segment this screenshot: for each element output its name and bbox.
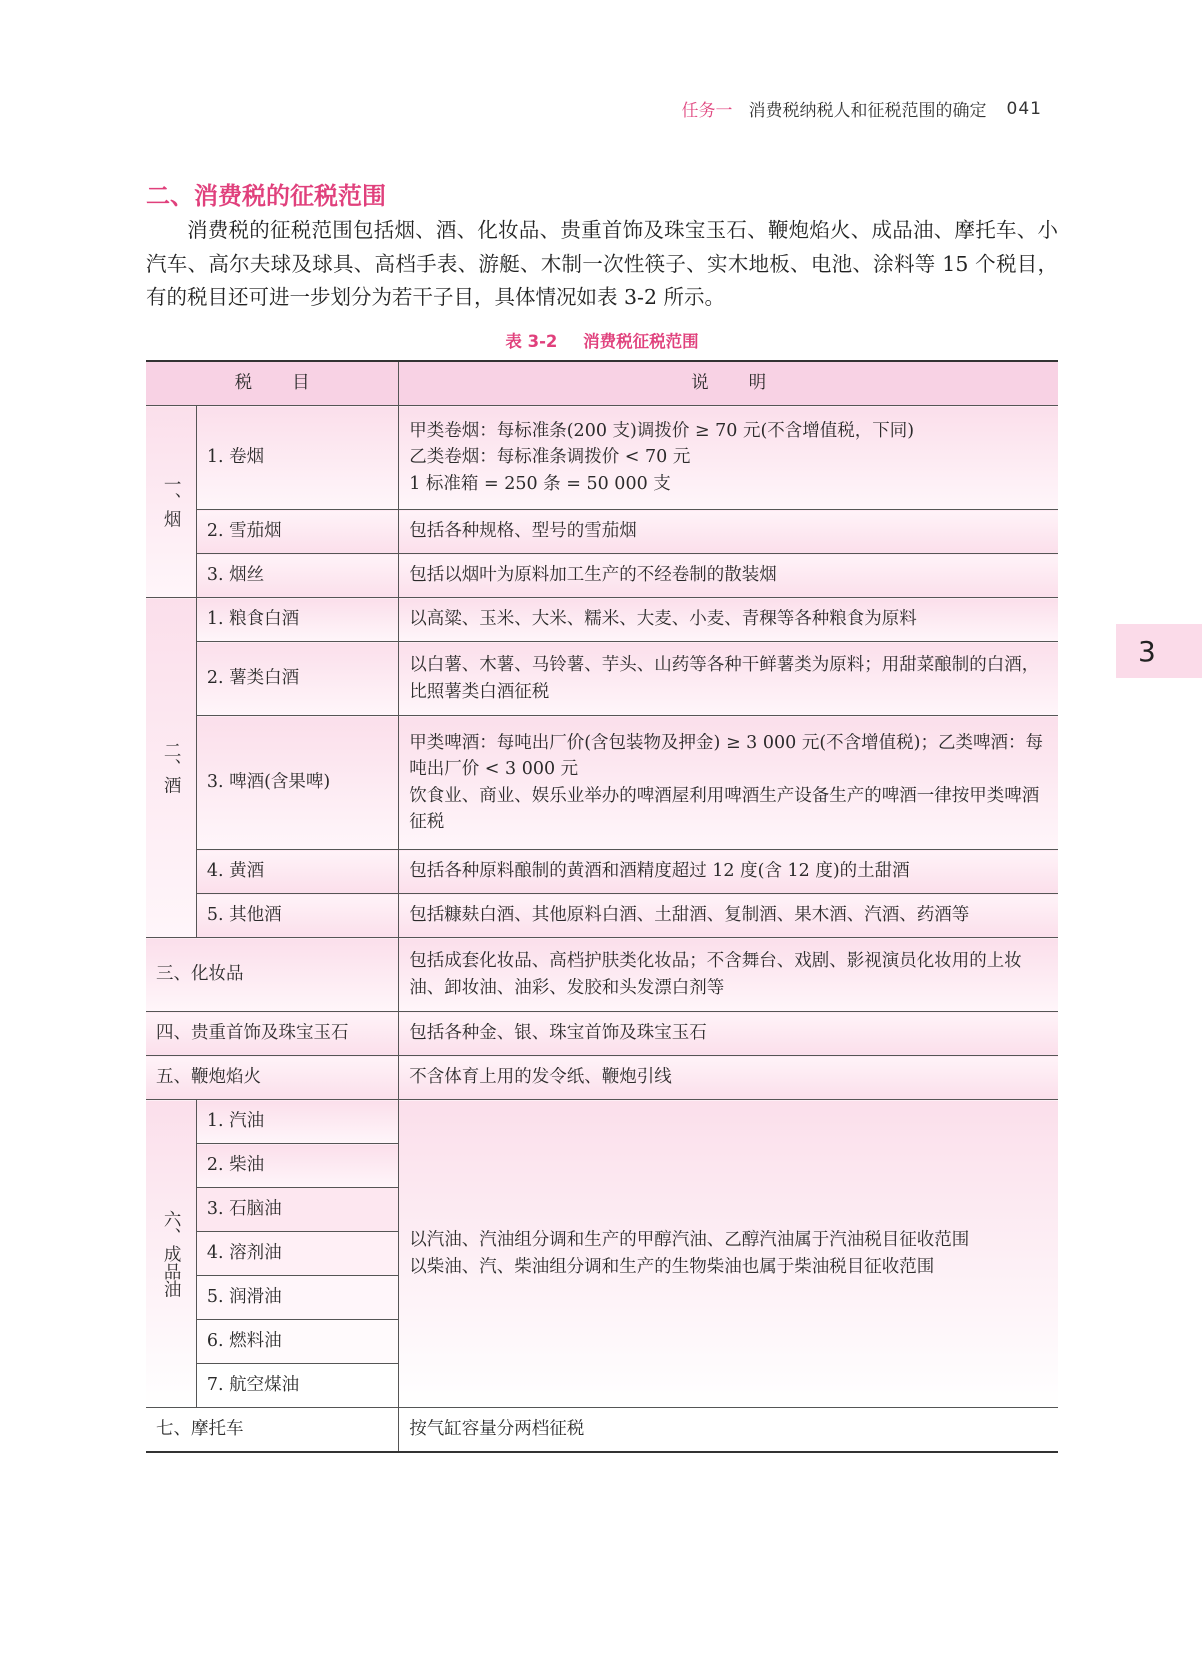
- item-cell: 四、贵重首饰及珠宝玉石: [146, 1012, 399, 1056]
- table-row: [146, 642, 1058, 716]
- table-row: [146, 1100, 1058, 1144]
- item-cell: 2. 薯类白酒: [196, 642, 398, 716]
- group-oil: 六、成品油: [146, 1100, 196, 1408]
- group-liquor: 二、酒: [146, 598, 196, 938]
- item-cell: 4. 溶剂油: [196, 1232, 398, 1276]
- table-caption: [146, 328, 1058, 352]
- item-cell: 1. 粮食白酒: [196, 598, 398, 642]
- desc-cell: 甲类卷烟：每标准条(200 支)调拨价 ≥ 70 元(不含增值税，下同) 乙类卷烟：每标准条调拨价 < 70 元 1 标准箱 = 250 条 = 50 000 支: [399, 406, 1058, 510]
- header-item: 税目: [146, 361, 399, 406]
- item-cell: 三、化妆品: [146, 938, 399, 1012]
- desc-cell: 包括以烟叶为原料加工生产的不经卷制的散装烟: [399, 554, 1058, 598]
- table-row: [146, 850, 1058, 894]
- chapter-thumb-tab: 3: [1116, 624, 1202, 678]
- desc-cell: 包括糠麸白酒、其他原料白酒、土甜酒、复制酒、果木酒、汽酒、药酒等: [399, 894, 1058, 938]
- running-head-task: 任务一: [681, 101, 733, 121]
- item-cell: 5. 其他酒: [196, 894, 398, 938]
- group-tobacco: 一、烟: [146, 406, 196, 598]
- table-row: [146, 1012, 1058, 1056]
- tax-scope-table: [146, 360, 1058, 1453]
- section-intro: 消费税的征税范围包括烟、酒、化妆品、贵重首饰及珠宝玉石、鞭炮焰火、成品油、摩托车、小汽车、高尔夫球及球具、高档手表、游艇、木制一次性筷子、实木地板、电池、涂料等 15 个税目，有的税目还可进一步划分为若干子目，具体情况如表 3-2 所示。: [146, 218, 1058, 309]
- item-cell: 2. 雪茄烟: [196, 510, 398, 554]
- table-row: [146, 894, 1058, 938]
- table-row: [146, 406, 1058, 510]
- desc-cell: 包括各种金、银、珠宝首饰及珠宝玉石: [399, 1012, 1058, 1056]
- table-row: [146, 1056, 1058, 1100]
- desc-cell: 以汽油、汽油组分调和生产的甲醇汽油、乙醇汽油属于汽油税目征收范围 以柴油、汽、柴油组分调和生产的生物柴油也属于柴油税目征收范围: [399, 1100, 1058, 1408]
- item-cell: 五、鞭炮焰火: [146, 1056, 399, 1100]
- item-cell: 2. 柴油: [196, 1144, 398, 1188]
- table-row: [146, 598, 1058, 642]
- header-desc: 说明: [399, 361, 1058, 406]
- item-cell: 4. 黄酒: [196, 850, 398, 894]
- page-number: 041: [1006, 98, 1042, 119]
- item-cell: 七、摩托车: [146, 1408, 399, 1452]
- item-cell: 7. 航空煤油: [196, 1364, 398, 1408]
- table-row: [146, 554, 1058, 598]
- section-title: 二、消费税的征税范围: [146, 182, 386, 210]
- desc-cell: 不含体育上用的发令纸、鞭炮引线: [399, 1056, 1058, 1100]
- desc-cell: 包括各种规格、型号的雪茄烟: [399, 510, 1058, 554]
- item-cell: 6. 燃料油: [196, 1320, 398, 1364]
- running-head: [682, 96, 1042, 121]
- table-caption-number: 表 3-2: [505, 332, 558, 351]
- item-cell: 3. 啤酒(含果啤): [196, 716, 398, 850]
- item-cell: 1. 汽油: [196, 1100, 398, 1144]
- item-cell: 3. 石脑油: [196, 1188, 398, 1232]
- item-cell: 5. 润滑油: [196, 1276, 398, 1320]
- table-row: [146, 716, 1058, 850]
- table-caption-title: 消费税征税范围: [583, 332, 699, 351]
- desc-cell: 以白薯、木薯、马铃薯、芋头、山药等各种干鲜薯类为原料；用甜菜酿制的白酒，比照薯类白酒征税: [399, 642, 1058, 716]
- desc-cell: 按气缸容量分两档征税: [399, 1408, 1058, 1452]
- item-cell: 1. 卷烟: [196, 406, 398, 510]
- desc-cell: 包括成套化妆品、高档护肤类化妆品；不含舞台、戏剧、影视演员化妆用的上妆油、卸妆油、油彩、发胶和头发漂白剂等: [399, 938, 1058, 1012]
- desc-cell: 包括各种原料酿制的黄酒和酒精度超过 12 度(含 12 度)的土甜酒: [399, 850, 1058, 894]
- item-cell: 3. 烟丝: [196, 554, 398, 598]
- table-row: [146, 510, 1058, 554]
- table-row: [146, 1408, 1058, 1452]
- running-head-title: 消费税纳税人和征税范围的确定: [748, 101, 987, 121]
- desc-cell: 甲类啤酒：每吨出厂价(含包装物及押金) ≥ 3 000 元(不含增值税)；乙类啤酒：每吨出厂价 < 3 000 元 饮食业、商业、娱乐业举办的啤酒屋利用啤酒生产设备生产的啤酒一律按甲类啤酒征税: [399, 716, 1058, 850]
- desc-cell: 以高粱、玉米、大米、糯米、大麦、小麦、青稞等各种粮食为原料: [399, 598, 1058, 642]
- table-row: [146, 938, 1058, 1012]
